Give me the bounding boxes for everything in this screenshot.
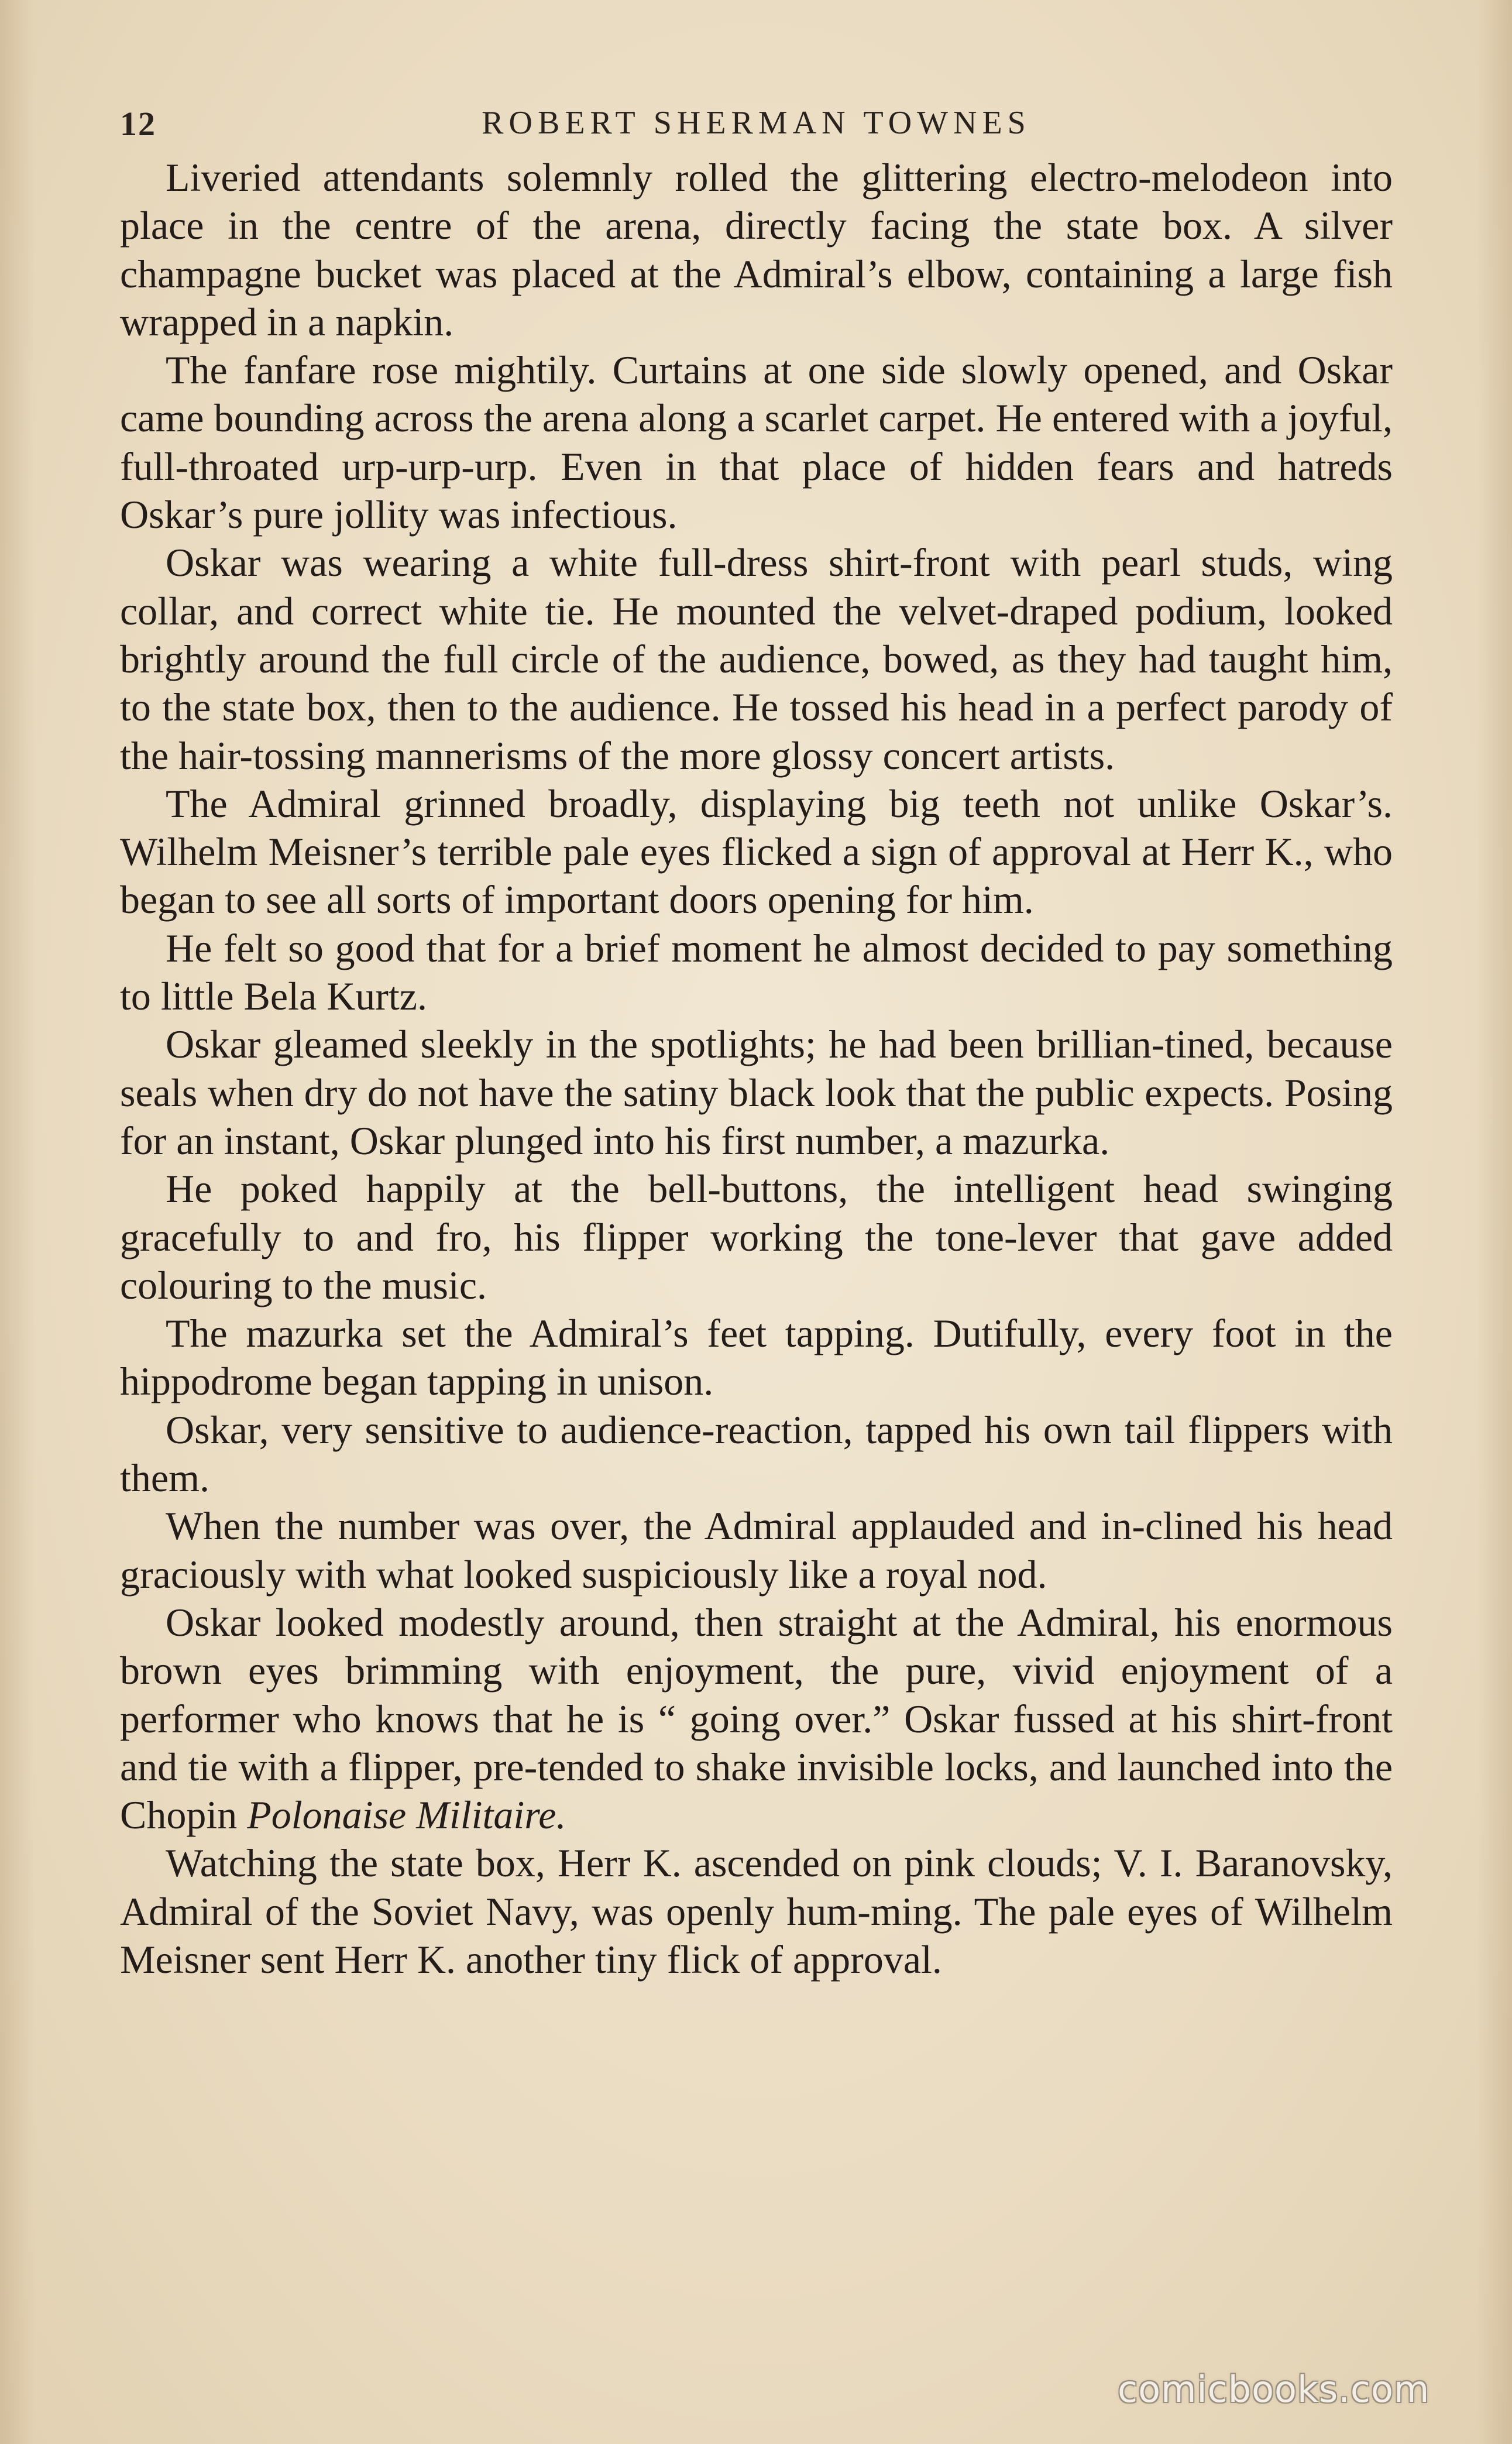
paragraph-4: The Admiral grinned broadly, displaying big teeth not unlike Oskar’s. Wilhelm Meisner’s terrible pale eyes flicked a sign of approval at Herr K., who began to see all sorts of important doors opening for him. <box>120 781 1393 922</box>
paragraph-10: When the number was over, the Admiral applauded and in-clined his head graciously with what looked suspiciously like a royal nod. <box>120 1504 1393 1597</box>
running-head <box>120 104 1393 151</box>
paragraph-3: Oskar was wearing a white full-dress shirt-front with pearl studs, wing collar, and correct white tie. He mounted the velvet-draped podium, looked brightly around the full circle of the audience, bowed, as they had taught him, to the state box, then to the audience. He tossed his head in a perfect parody of the hair-tossing mannerisms of the more glossy concert artists. <box>120 540 1393 778</box>
watermark: comicbooks.com <box>1118 2368 1430 2411</box>
paragraph-7: He poked happily at the bell-buttons, the intelligent head swinging gracefully to and fro, his flipper working the tone-lever that gave added colouring to the music. <box>120 1166 1393 1307</box>
page-edge-shadow-right <box>1477 0 1512 2444</box>
paragraph-2: The fanfare rose mightily. Curtains at one side slowly opened, and Oskar came bounding across the arena along a scarlet carpet. He entered with a joyful, full-throated urp-urp-urp. Even in that place of hidden fears and hatreds Oskar’s pure jollity was infectious. <box>120 348 1393 537</box>
page-number: 12 <box>120 105 156 143</box>
running-title: ROBERT SHERMAN TOWNES <box>482 105 1031 141</box>
paragraph-8: The mazurka set the Admiral’s feet tapping. Dutifully, every foot in the hippodrome began tapping in unison. <box>120 1311 1393 1404</box>
body-text <box>120 153 1393 1983</box>
paragraph-1: Liveried attendants solemnly rolled the glittering electro-melodeon into place in the centre of the arena, directly facing the state box. A silver champagne bucket was placed at the Admiral’s elbow, containing a large fish wrapped in a napkin. <box>120 155 1393 344</box>
paragraph-12: Watching the state box, Herr K. ascended on pink clouds; V. I. Baranovsky, Admiral of the Soviet Navy, was openly hum-ming. The pale eyes of Wilhelm Meisner sent Herr K. another tiny flick of approval. <box>120 1841 1393 1982</box>
italic-piece-title: Polonaise Militaire. <box>247 1793 566 1838</box>
paragraph-9: Oskar, very sensitive to audience-reaction, tapped his own tail flippers with them. <box>120 1407 1393 1501</box>
page-edge-shadow-left <box>0 0 35 2444</box>
paragraph-5: He felt so good that for a brief moment he almost decided to pay something to little Bela Kurtz. <box>120 925 1393 1019</box>
paragraph-11 <box>120 1598 1393 1839</box>
paragraph-6: Oskar gleamed sleekly in the spotlights; he had been brillian-tined, because seals when dry do not have the satiny black look that the public expects. Posing for an instant, Oskar plunged into his first number, a mazurka. <box>120 1022 1393 1163</box>
paragraph-11-text: Oskar looked modestly around, then straight at the Admiral, his enormous brown eyes brimming with enjoyment, the pure, vivid enjoyment of a performer who knows that he is “ going over.” Oskar fussed at his shirt-front and tie with a flipper, pre-tended to shake invisible locks, and launched into the Chopin <box>120 1599 1393 1838</box>
